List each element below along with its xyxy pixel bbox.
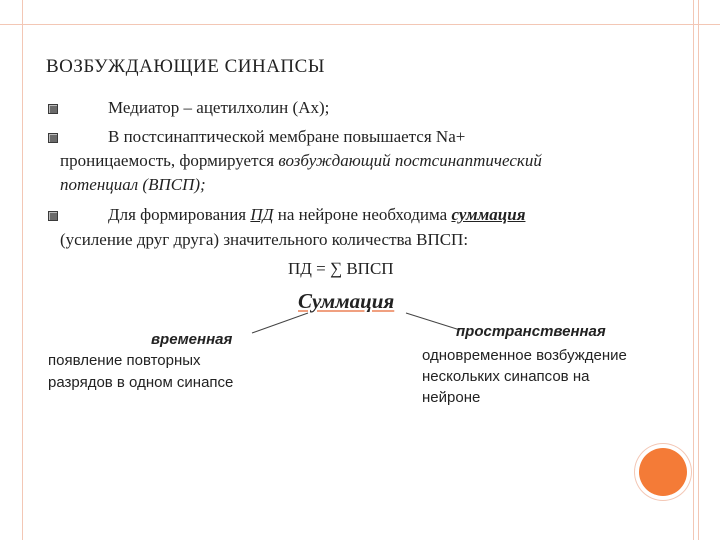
summation-label: Суммация xyxy=(298,289,395,313)
spatial-line-3: нейроне xyxy=(422,389,481,406)
branch-line-left xyxy=(252,313,308,333)
bullet-3-summation: суммация xyxy=(451,205,526,224)
formula: ПД = ∑ ВПСП xyxy=(288,259,394,278)
bullet-2-line-2-italic: возбуждающий постсинаптический xyxy=(278,151,542,170)
bullet-3-text-a: Для формирования xyxy=(108,205,251,224)
slide-title: ВОЗБУЖДАЮЩИЕ СИНАПСЫ xyxy=(46,56,325,77)
temporal-line-2: разрядов в одном синапсе xyxy=(48,374,234,391)
bullet-2-line-3: потенциал (ВПСП); xyxy=(60,175,206,194)
bullet-3-line-2: (усиление друг друга) значительного количества ВПСП: xyxy=(60,230,469,249)
temporal-line-1: появление повторных xyxy=(48,352,201,369)
spatial-heading: пространственная xyxy=(456,323,606,340)
spatial-line-1: одновременное возбуждение xyxy=(422,347,627,364)
bullet-2-line-1: В постсинаптической мембране повышается Na+ xyxy=(108,127,466,146)
bullet-3-pd: ПД xyxy=(250,205,274,224)
branch-line-right xyxy=(406,313,460,330)
temporal-heading: временная xyxy=(151,331,233,348)
bullet-2-line-2-plain: проницаемость, формируется xyxy=(60,151,279,170)
spatial-line-2: нескольких синапсов на xyxy=(422,368,590,385)
bullet-3-text-b: на нейроне необходима xyxy=(273,205,452,224)
bullet-1-text: Медиатор – ацетилхолин (Ах); xyxy=(108,98,330,117)
